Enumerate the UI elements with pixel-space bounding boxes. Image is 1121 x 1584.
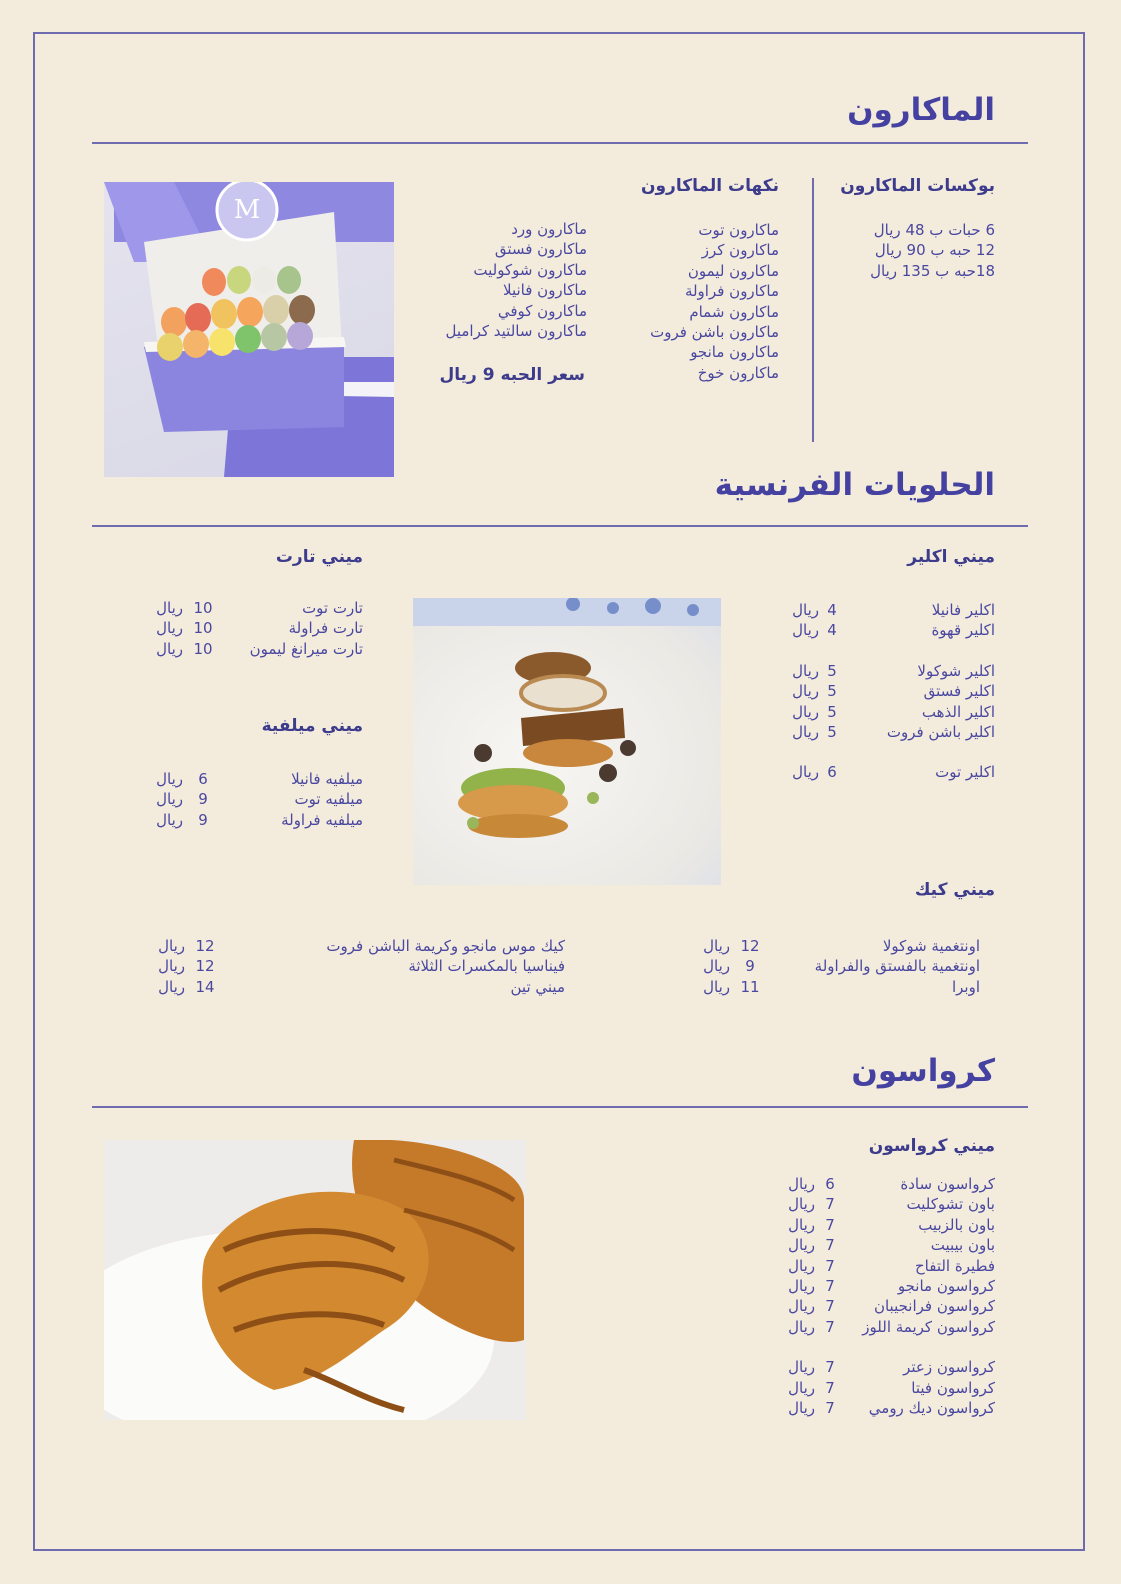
list-item: اكلير فستق 5 ريال xyxy=(792,682,995,701)
macaron-boxes-heading: بوكسات الماكارون xyxy=(840,176,995,196)
list-item: كرواسون فرانجيبان 7 ريال xyxy=(788,1297,995,1316)
list-item: تارت فراولة 10 ريال xyxy=(156,619,363,638)
macaron-price-note: سعر الحبه 9 ريال xyxy=(439,365,585,385)
macaron-boxes-list xyxy=(870,220,995,281)
croissant-heading: ميني كرواسون xyxy=(868,1136,995,1156)
list-item: ماكارون مانجو xyxy=(690,343,779,362)
croissant-section-title: كرواسون xyxy=(851,1053,995,1089)
list-item: تارت ميرانغ ليمون 10 ريال xyxy=(156,639,363,658)
list-item: ماكارون كرز xyxy=(701,241,779,260)
list-item: كرواسون فيتا 7 ريال xyxy=(788,1378,995,1397)
list-item: ماكارون سالتيد كراميل xyxy=(445,322,587,341)
list-item: ميلفيه فانيلا 6 ريال xyxy=(156,770,363,788)
eclair-heading: ميني اكلير xyxy=(907,547,995,567)
macaron-section-title: الماكارون xyxy=(847,92,995,128)
cake-heading: ميني كيك xyxy=(914,880,995,900)
list-item: ماكارون ليمون xyxy=(687,261,779,280)
macaron-flavors-heading: نكهات الماكارون xyxy=(640,176,779,196)
list-item: 18حبه ب 135 ريال xyxy=(870,261,995,280)
tart-heading: ميني تارت xyxy=(275,547,363,567)
list-item: كرواسون ديك رومي 7 ريال xyxy=(788,1398,995,1417)
list-item: اكلير شوكولا 5 ريال xyxy=(792,661,995,680)
list-item: باون بيبيت 7 ريال xyxy=(788,1236,995,1255)
list-item: ماكارون شمام xyxy=(689,302,779,321)
french-section-title: الحلويات الفرنسية xyxy=(714,467,995,503)
svg-text:M: M xyxy=(233,195,261,225)
macaron-box-photo xyxy=(104,182,394,477)
list-item: اونتغمية بالفستق والفراولة 9 ريال xyxy=(703,957,980,976)
list-item: كرواسون مانجو 7 ريال xyxy=(788,1276,995,1295)
list-item: باون تشوكليت 7 ريال xyxy=(788,1195,995,1214)
eclair-illustration xyxy=(413,598,721,885)
list-item: كرواسون زعتر 7 ريال xyxy=(788,1358,995,1377)
list-item: تارت توت 10 ريال xyxy=(156,599,363,617)
list-item: اكلير باشن فروت 5 ريال xyxy=(792,722,995,741)
macaron-column-divider xyxy=(812,178,814,442)
list-item: ماكارون كوفي xyxy=(497,301,587,320)
list-item: ماكارون فراولة xyxy=(684,282,779,301)
list-item: 12 حبه ب 90 ريال xyxy=(874,241,995,260)
list-item: ميلفيه توت 9 ريال xyxy=(156,790,363,809)
cake-list-right xyxy=(686,936,980,997)
list-item: كيك موس مانجو وكريمة الباشن فروت 12 ريال xyxy=(158,937,565,955)
eclair-list xyxy=(779,600,995,783)
list-item: اكلير توت 6 ريال xyxy=(792,763,995,782)
croissant-illustration xyxy=(104,1140,526,1420)
millefeuille-heading: ميني ميلفية xyxy=(261,716,363,736)
cake-list-left xyxy=(143,936,565,997)
list-item: كرواسون كريمة اللوز 7 ريال xyxy=(788,1317,995,1336)
french-section-rule xyxy=(92,525,1028,527)
list-item: اكلير فانيلا 4 ريال xyxy=(792,601,995,619)
list-item: اوبرا 11 ريال xyxy=(703,977,980,996)
list-item: ماكارون شوكوليت xyxy=(473,260,587,279)
list-item: ماكارون فانيلا xyxy=(503,281,587,300)
millefeuille-list xyxy=(139,769,363,830)
list-item: ميني تين 14 ريال xyxy=(158,977,565,996)
list-item: ماكارون باشن فروت xyxy=(650,323,779,342)
list-item: ماكارون خوخ xyxy=(697,363,779,382)
list-item: ماكارون فستق xyxy=(494,240,587,259)
list-item: فيناسيا بالمكسرات الثلاثة 12 ريال xyxy=(158,957,565,976)
tart-list xyxy=(139,598,363,659)
list-item: 6 حبات ب 48 ريال xyxy=(873,221,995,239)
list-item: ميلفيه فراولة 9 ريال xyxy=(156,810,363,829)
list-item: اكلير قهوة 4 ريال xyxy=(792,621,995,640)
list-item: ماكارون ورد xyxy=(511,220,587,238)
croissant-list xyxy=(755,1174,995,1418)
list-item: ماكارون توت xyxy=(698,221,779,239)
list-item: فطيرة التفاح 7 ريال xyxy=(788,1256,995,1275)
macaron-flavors-col1 xyxy=(650,220,779,383)
list-item: اونتغمية شوكولا 12 ريال xyxy=(703,937,980,955)
macaron-section-rule xyxy=(92,142,1028,144)
croissant-section-rule xyxy=(92,1106,1028,1108)
eclair-plate-photo xyxy=(413,598,721,885)
macaron-flavors-col2 xyxy=(446,219,588,341)
list-item: كرواسون سادة 6 ريال xyxy=(788,1175,995,1193)
list-item: اكلير الذهب 5 ريال xyxy=(792,702,995,721)
list-item: باون بالزبيب 7 ريال xyxy=(788,1215,995,1234)
croissant-photo xyxy=(104,1140,526,1420)
macaron-box-illustration xyxy=(104,182,394,477)
